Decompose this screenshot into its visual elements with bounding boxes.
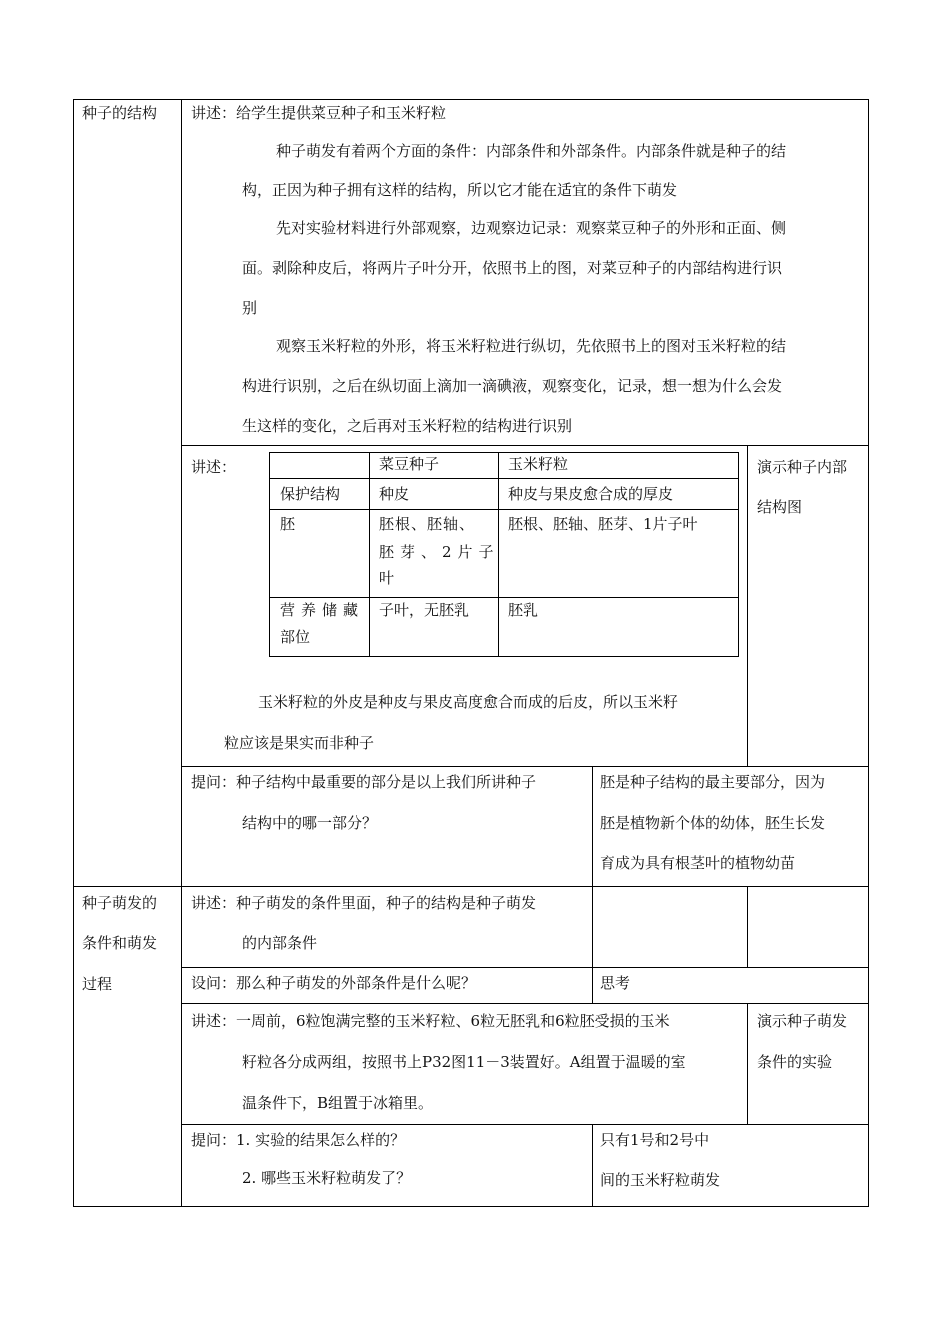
- ct-row1: [269, 478, 739, 479]
- ct-bottom: [269, 656, 739, 657]
- rule-left: [73, 99, 74, 1206]
- ct-row-protect-label: 保护结构: [280, 485, 341, 503]
- rule-row2: [181, 766, 869, 767]
- conclusion-line2: 粒应该是果实而非种子: [224, 734, 375, 752]
- answer-line2: 胚是植物新个体的幼体，胚生长发: [600, 814, 826, 832]
- rule-label-col: [181, 99, 182, 1206]
- rule-top: [73, 99, 869, 100]
- section2-label-2: 条件和萌发: [82, 934, 158, 952]
- table-prefix: 讲述：: [191, 458, 237, 476]
- rule-row4: [181, 967, 869, 968]
- conclusion-line1: 玉米籽粒的外皮是种皮与果皮高度愈合而成的后皮，所以玉米籽: [258, 693, 679, 711]
- question-line2: 结构中的哪一部分？: [242, 814, 378, 832]
- para1-line1: 种子萌发有着两个方面的条件：内部条件和外部条件。内部条件就是种子的结: [276, 142, 787, 160]
- para3-line3: 生这样的变化，之后再对玉米籽粒的结构进行识别: [242, 417, 573, 435]
- side-note-2: 结构图: [757, 498, 803, 516]
- s2-row1-line1: 讲述：种子萌发的条件里面，种子的结构是种子萌发: [191, 894, 537, 912]
- ct-col1: [369, 452, 370, 656]
- s2-row3-line3: 温条件下，B组置于冰箱里。: [242, 1094, 434, 1112]
- ct-top: [269, 452, 739, 453]
- rule-answer-b: [592, 886, 593, 1003]
- rule-side-c: [747, 1003, 748, 1124]
- s2-row4-answer-1: 只有1号和2号中: [600, 1131, 710, 1149]
- para1-line2: 构，正因为种子拥有这样的结构，所以它才能在适宜的条件下萌发: [242, 181, 678, 199]
- answer-line1: 胚是种子结构的最主要部分，因为: [600, 773, 826, 791]
- section1-intro: 讲述：给学生提供菜豆种子和玉米籽粒: [191, 104, 447, 122]
- s2-row2-question: 设问：那么种子萌发的外部条件是什么呢？: [191, 974, 477, 992]
- para2-line3: 别: [242, 299, 258, 317]
- rule-row5: [181, 1003, 869, 1004]
- rule-answer-c: [592, 1124, 593, 1206]
- ct-row-storage-bean: 子叶，无胚乳: [379, 601, 470, 619]
- s2-row3-line1: 讲述：一周前，6粒饱满完整的玉米籽粒、6粒无胚乳和6粒胚受损的玉米: [191, 1012, 670, 1030]
- ct-row-embryo-bean-3: 叶: [379, 569, 395, 587]
- s2-row2-answer: 思考: [600, 974, 631, 992]
- rule-row1: [181, 445, 869, 446]
- ct-col3: [738, 452, 739, 656]
- s2-row3-side-2: 条件的实验: [757, 1053, 833, 1071]
- para3-line1: 观察玉米籽粒的外形，将玉米籽粒进行纵切，先依照书上的图对玉米籽粒的结: [276, 337, 787, 355]
- ct-row-storage-label-1: 营养储藏: [280, 601, 365, 619]
- s2-row3-side-1: 演示种子萌发: [757, 1012, 848, 1030]
- para3-line2: 构进行识别，之后在纵切面上滴加一滴碘液，观察变化，记录，想一想为什么会发: [242, 377, 783, 395]
- ct-row-embryo-bean-1: 胚根、胚轴、: [379, 515, 476, 533]
- s2-row1-line2: 的内部条件: [242, 934, 318, 952]
- rule-row6: [181, 1124, 869, 1125]
- s2-row3-line2: 籽粒各分成两组，按照书上P32图11－3装置好。A组置于温暖的室: [242, 1053, 686, 1071]
- ct-row-protect-corn: 种皮与果皮愈合成的厚皮: [508, 485, 674, 503]
- s2-row4-question-1: 提问：1. 实验的结果怎么样的？: [191, 1131, 406, 1149]
- ct-row-protect-bean: 种皮: [379, 485, 410, 503]
- answer-line3: 育成为具有根茎叶的植物幼苗: [600, 854, 796, 872]
- ct-row-embryo-label: 胚: [280, 515, 296, 533]
- ct-header-corn: 玉米籽粒: [508, 455, 569, 473]
- section1-label: 种子的结构: [82, 104, 158, 122]
- s2-row4-question-2: 2. 哪些玉米籽粒萌发了？: [242, 1169, 412, 1187]
- ct-row-embryo-bean-2: 胚芽、2片子: [379, 543, 500, 561]
- ct-header-bean: 菜豆种子: [379, 455, 440, 473]
- ct-row-storage-label-2: 部位: [280, 628, 311, 646]
- rule-answer-a: [592, 766, 593, 886]
- rule-right: [868, 99, 869, 1206]
- ct-row3: [269, 597, 739, 598]
- para2-line1: 先对实验材料进行外部观察，边观察边记录：观察菜豆种子的外形和正面、侧: [276, 219, 787, 237]
- ct-col0: [269, 452, 270, 656]
- section2-label-1: 种子萌发的: [82, 894, 158, 912]
- question-line1: 提问：种子结构中最重要的部分是以上我们所讲种子: [191, 773, 537, 791]
- rule-section2: [73, 886, 869, 887]
- section2-label-3: 过程: [82, 975, 113, 993]
- side-note-1: 演示种子内部: [757, 458, 848, 476]
- ct-row-embryo-corn: 胚根、胚轴、胚芽、1片子叶: [508, 515, 698, 533]
- rule-bottom: [73, 1206, 869, 1207]
- s2-row4-answer-2: 间的玉米籽粒萌发: [600, 1171, 721, 1189]
- rule-side-b: [747, 886, 748, 967]
- ct-row2: [269, 509, 739, 510]
- ct-row-storage-corn: 胚乳: [508, 601, 539, 619]
- para2-line2: 面。剥除种皮后，将两片子叶分开，依照书上的图，对菜豆种子的内部结构进行识: [242, 259, 783, 277]
- rule-side-a: [747, 445, 748, 766]
